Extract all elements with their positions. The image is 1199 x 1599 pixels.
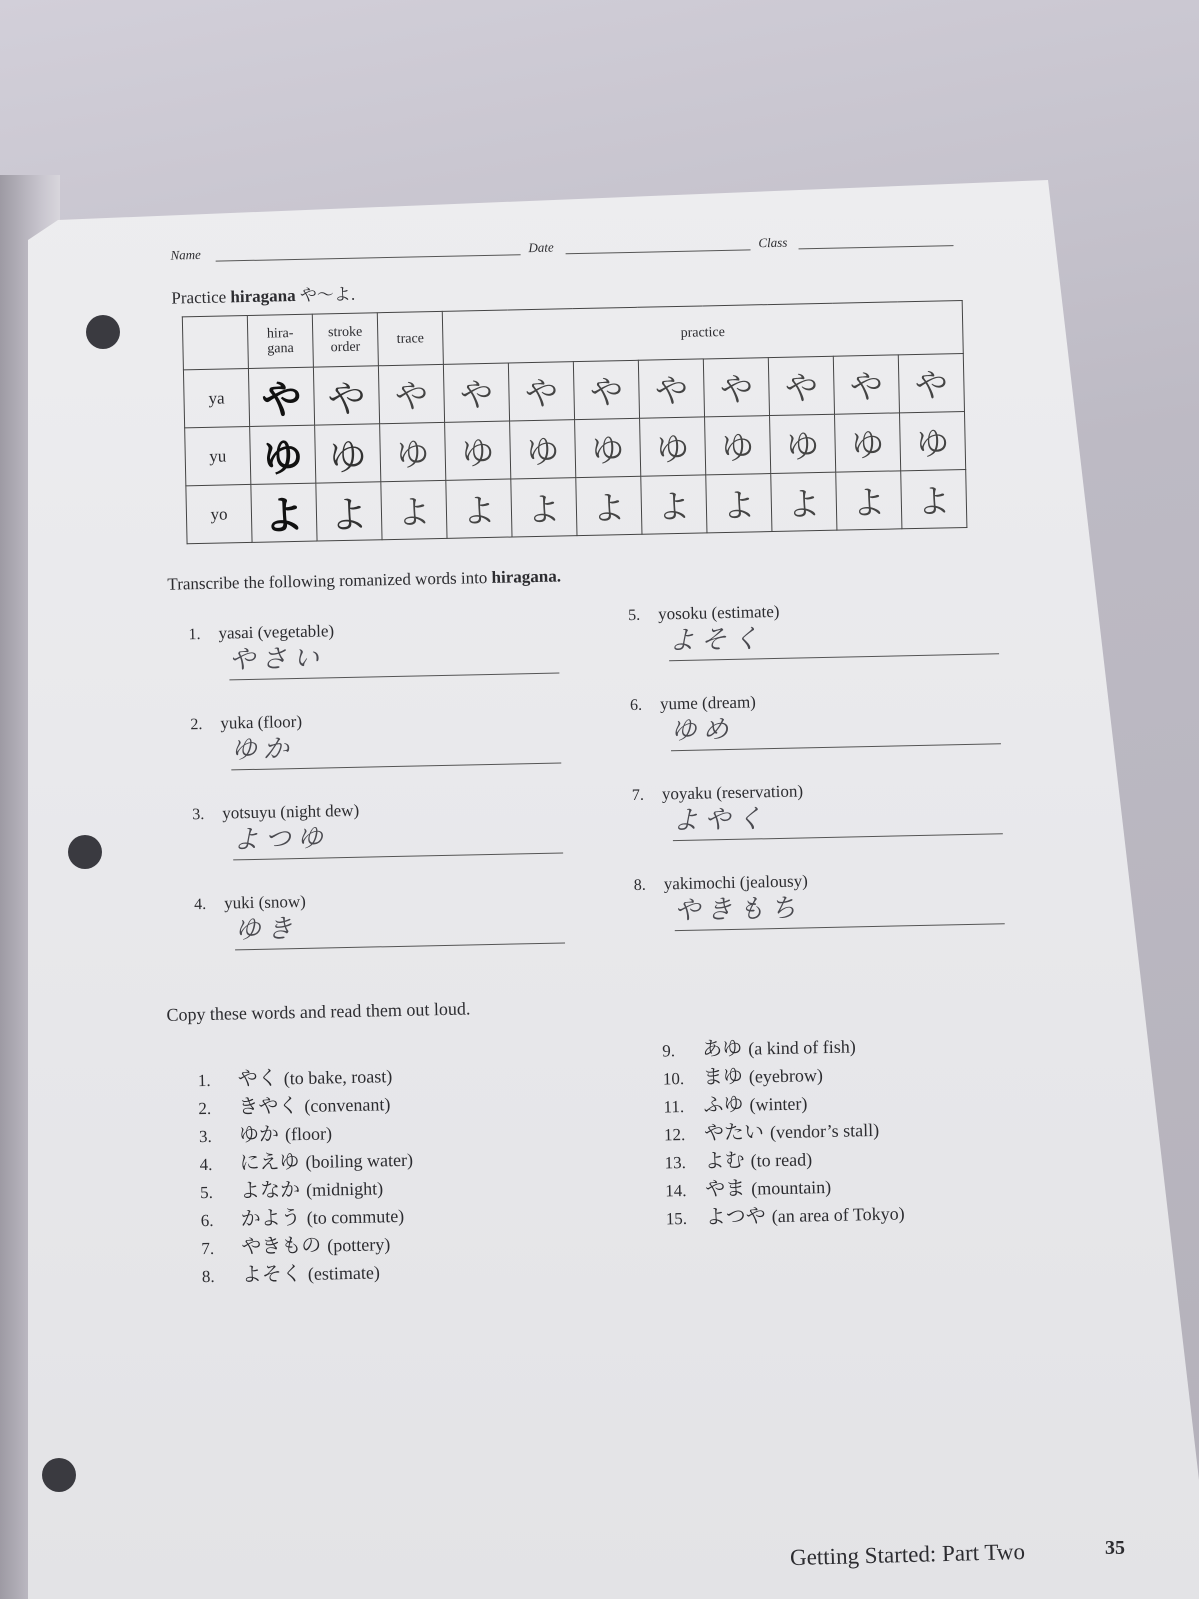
practice-cell[interactable]: や bbox=[833, 355, 899, 414]
item-japanese: やきもの bbox=[241, 1232, 322, 1259]
item-number: 3. bbox=[198, 1126, 212, 1147]
kana-cell: や bbox=[248, 367, 314, 426]
trace-cell[interactable]: ゆ bbox=[380, 422, 446, 481]
item-english: (estimate) bbox=[307, 1262, 381, 1284]
item-english: (floor) bbox=[284, 1123, 333, 1145]
practice-cell[interactable]: や bbox=[703, 358, 769, 417]
item-word: yosoku (estimate) bbox=[657, 601, 780, 624]
copy-right-column bbox=[662, 1030, 905, 1231]
practice-cell[interactable]: よ bbox=[836, 471, 902, 530]
item-word: yoyaku (reservation) bbox=[661, 781, 804, 804]
practice-cell[interactable]: よ bbox=[901, 469, 967, 528]
item-number: 7. bbox=[201, 1238, 215, 1259]
practice-cell[interactable]: ゆ bbox=[445, 421, 511, 480]
item-japanese: やま bbox=[704, 1175, 746, 1201]
transcribe-item-8 bbox=[634, 867, 1015, 932]
item-number: 5. bbox=[199, 1182, 214, 1203]
item-english: (boiling water) bbox=[305, 1149, 414, 1172]
item-japanese: きやく bbox=[238, 1093, 299, 1119]
answer-field[interactable]: ゆか bbox=[231, 727, 562, 771]
item-word: yuki (snow) bbox=[223, 891, 306, 913]
transcribe-title-prefix: Transcribe the following romanized words into bbox=[167, 567, 492, 594]
copy-title: Copy these words and read them out loud. bbox=[166, 998, 471, 1025]
practice-cell[interactable]: ゆ bbox=[899, 411, 965, 470]
copy-list bbox=[167, 1007, 1052, 1285]
trace-cell[interactable]: や bbox=[378, 364, 444, 423]
practice-cell[interactable]: や bbox=[443, 363, 509, 422]
footer-title: Getting Started: Part Two bbox=[789, 1538, 1026, 1571]
copy-item bbox=[202, 1257, 416, 1289]
practice-cell[interactable]: よ bbox=[771, 472, 837, 531]
col-practice: practice bbox=[442, 301, 963, 365]
transcribe-item-2 bbox=[190, 706, 571, 771]
punch-hole-bottom bbox=[42, 1458, 76, 1492]
item-number: 8. bbox=[633, 876, 647, 895]
item-number: 8. bbox=[201, 1266, 215, 1287]
col-trace: trace bbox=[377, 311, 443, 365]
item-japanese: よつや bbox=[705, 1203, 767, 1229]
practice-cell[interactable]: ゆ bbox=[835, 413, 901, 472]
practice-cell[interactable]: よ bbox=[706, 474, 772, 533]
col-hiragana: hira- gana bbox=[247, 314, 313, 368]
copy-item bbox=[199, 1145, 413, 1177]
practice-cell[interactable]: や bbox=[573, 360, 639, 419]
item-japanese: あゆ bbox=[702, 1035, 743, 1061]
item-word: yume (dream) bbox=[659, 692, 757, 714]
romaji-cell: yu bbox=[185, 426, 251, 485]
practice-cell[interactable]: よ bbox=[446, 479, 512, 538]
transcribe-item-4 bbox=[194, 886, 575, 951]
item-number: 4. bbox=[199, 1154, 213, 1175]
answer-field[interactable]: よつゆ bbox=[232, 816, 563, 860]
punch-hole-middle bbox=[68, 835, 102, 869]
copy-item bbox=[201, 1229, 415, 1261]
practice-title-bold: hiragana bbox=[230, 285, 296, 307]
answer-field[interactable]: ゆき bbox=[234, 906, 565, 950]
item-japanese: ゆか bbox=[238, 1121, 280, 1147]
item-japanese: やく bbox=[237, 1065, 279, 1091]
practice-cell[interactable]: よ bbox=[641, 475, 707, 534]
practice-cell[interactable]: ゆ bbox=[640, 417, 706, 476]
practice-title-prefix: Practice bbox=[171, 287, 231, 308]
item-english: (to read) bbox=[750, 1149, 813, 1171]
worksheet-content bbox=[150, 212, 1052, 1286]
answer-field[interactable]: よやく bbox=[672, 797, 1003, 841]
corner-cell bbox=[182, 315, 248, 369]
transcribe-title-bold: hiragana. bbox=[491, 566, 562, 587]
practice-grid bbox=[182, 300, 968, 544]
practice-cell[interactable]: ゆ bbox=[575, 418, 641, 477]
item-japanese: ふゆ bbox=[703, 1091, 744, 1117]
practice-cell[interactable]: ゆ bbox=[770, 414, 836, 473]
class-line bbox=[799, 245, 954, 249]
item-english: (mountain) bbox=[750, 1176, 832, 1199]
item-number: 5. bbox=[628, 606, 641, 625]
item-number: 1. bbox=[197, 1070, 211, 1091]
transcribe-item-7 bbox=[632, 777, 1013, 842]
kana-cell: よ bbox=[251, 483, 317, 542]
item-english: (eyebrow) bbox=[748, 1065, 824, 1087]
class-label: Class bbox=[758, 234, 788, 251]
kana-cell: ゆ bbox=[250, 425, 316, 484]
practice-cell[interactable]: ゆ bbox=[705, 416, 771, 475]
item-number: 3. bbox=[192, 805, 205, 824]
item-japanese: よそく bbox=[241, 1261, 303, 1287]
item-japanese: よなか bbox=[239, 1177, 301, 1203]
col-stroke-order: stroke order bbox=[312, 313, 378, 367]
item-english: (midnight) bbox=[305, 1178, 384, 1200]
copy-item bbox=[200, 1201, 414, 1233]
copy-item bbox=[200, 1173, 414, 1205]
item-english: (convenant) bbox=[304, 1094, 391, 1116]
name-line bbox=[216, 254, 521, 261]
copy-item bbox=[198, 1061, 412, 1093]
name-label: Name bbox=[170, 246, 202, 263]
trace-cell[interactable]: よ bbox=[381, 480, 447, 539]
item-number: 4. bbox=[193, 895, 207, 914]
item-english: (a kind of fish) bbox=[748, 1036, 856, 1059]
stroke-order-cell: よ bbox=[316, 482, 382, 541]
item-word: yasai (vegetable) bbox=[218, 621, 335, 643]
practice-cell[interactable]: ゆ bbox=[510, 420, 576, 479]
transcribe-item-6 bbox=[630, 687, 1011, 752]
item-number: 9. bbox=[662, 1041, 676, 1061]
punch-hole-top bbox=[86, 315, 120, 349]
item-word: yakimochi (jealousy) bbox=[663, 871, 808, 894]
practice-title-suffix: や〜よ. bbox=[295, 284, 356, 305]
item-word: yuka (floor) bbox=[220, 711, 303, 733]
item-english: (pottery) bbox=[327, 1234, 391, 1256]
copy-item bbox=[199, 1117, 413, 1149]
answer-field[interactable]: やきもち bbox=[674, 887, 1005, 931]
item-english: (to bake, roast) bbox=[283, 1066, 393, 1089]
page-number: 35 bbox=[1105, 1537, 1125, 1559]
practice-cell[interactable]: や bbox=[768, 356, 834, 415]
item-japanese: やたい bbox=[703, 1119, 765, 1145]
copy-item bbox=[665, 1198, 904, 1231]
answer-field[interactable]: よそく bbox=[668, 617, 999, 661]
romaji-cell: ya bbox=[183, 368, 249, 427]
item-japanese: まゆ bbox=[702, 1063, 744, 1089]
item-number: 11. bbox=[663, 1097, 685, 1117]
item-number: 2. bbox=[198, 1098, 212, 1119]
item-number: 14. bbox=[665, 1180, 687, 1201]
stroke-order-cell: ゆ bbox=[315, 424, 381, 483]
practice-cell[interactable]: や bbox=[898, 353, 964, 412]
transcribe-item-3 bbox=[192, 796, 573, 861]
date-line bbox=[566, 249, 751, 254]
transcribe-list bbox=[158, 586, 1046, 984]
transcribe-item-5 bbox=[628, 597, 1009, 662]
item-number: 6. bbox=[200, 1210, 214, 1231]
item-number: 2. bbox=[190, 716, 203, 734]
copy-item bbox=[198, 1089, 412, 1121]
item-number: 12. bbox=[663, 1124, 686, 1145]
practice-cell[interactable]: や bbox=[638, 359, 704, 418]
item-number: 10. bbox=[662, 1069, 685, 1089]
answer-field[interactable]: ゆめ bbox=[670, 707, 1001, 751]
practice-cell[interactable]: よ bbox=[511, 478, 577, 537]
item-number: 6. bbox=[629, 696, 643, 715]
item-number: 7. bbox=[631, 786, 645, 805]
item-english: (vendor’s stall) bbox=[769, 1119, 880, 1143]
transcribe-item-1 bbox=[188, 616, 569, 681]
item-japanese: にえゆ bbox=[239, 1149, 300, 1175]
date-label: Date bbox=[528, 239, 554, 256]
item-number: 13. bbox=[664, 1152, 687, 1173]
copy-left-column bbox=[198, 1061, 416, 1289]
item-japanese: よむ bbox=[704, 1147, 745, 1173]
practice-cell[interactable]: よ bbox=[576, 476, 642, 535]
copy-item bbox=[664, 1114, 903, 1147]
practice-cell[interactable]: や bbox=[508, 362, 574, 421]
item-word: yotsuyu (night dew) bbox=[222, 800, 360, 823]
item-number: 15. bbox=[665, 1208, 688, 1229]
item-number: 1. bbox=[188, 626, 201, 644]
item-japanese: かよう bbox=[240, 1205, 301, 1231]
item-english: (an area of Tokyo) bbox=[771, 1203, 905, 1227]
stroke-order-cell: や bbox=[313, 366, 379, 425]
answer-field[interactable]: やさい bbox=[229, 637, 560, 681]
item-english: (winter) bbox=[749, 1093, 808, 1115]
item-english: (to commute) bbox=[306, 1205, 405, 1228]
romaji-cell: yo bbox=[186, 484, 252, 543]
